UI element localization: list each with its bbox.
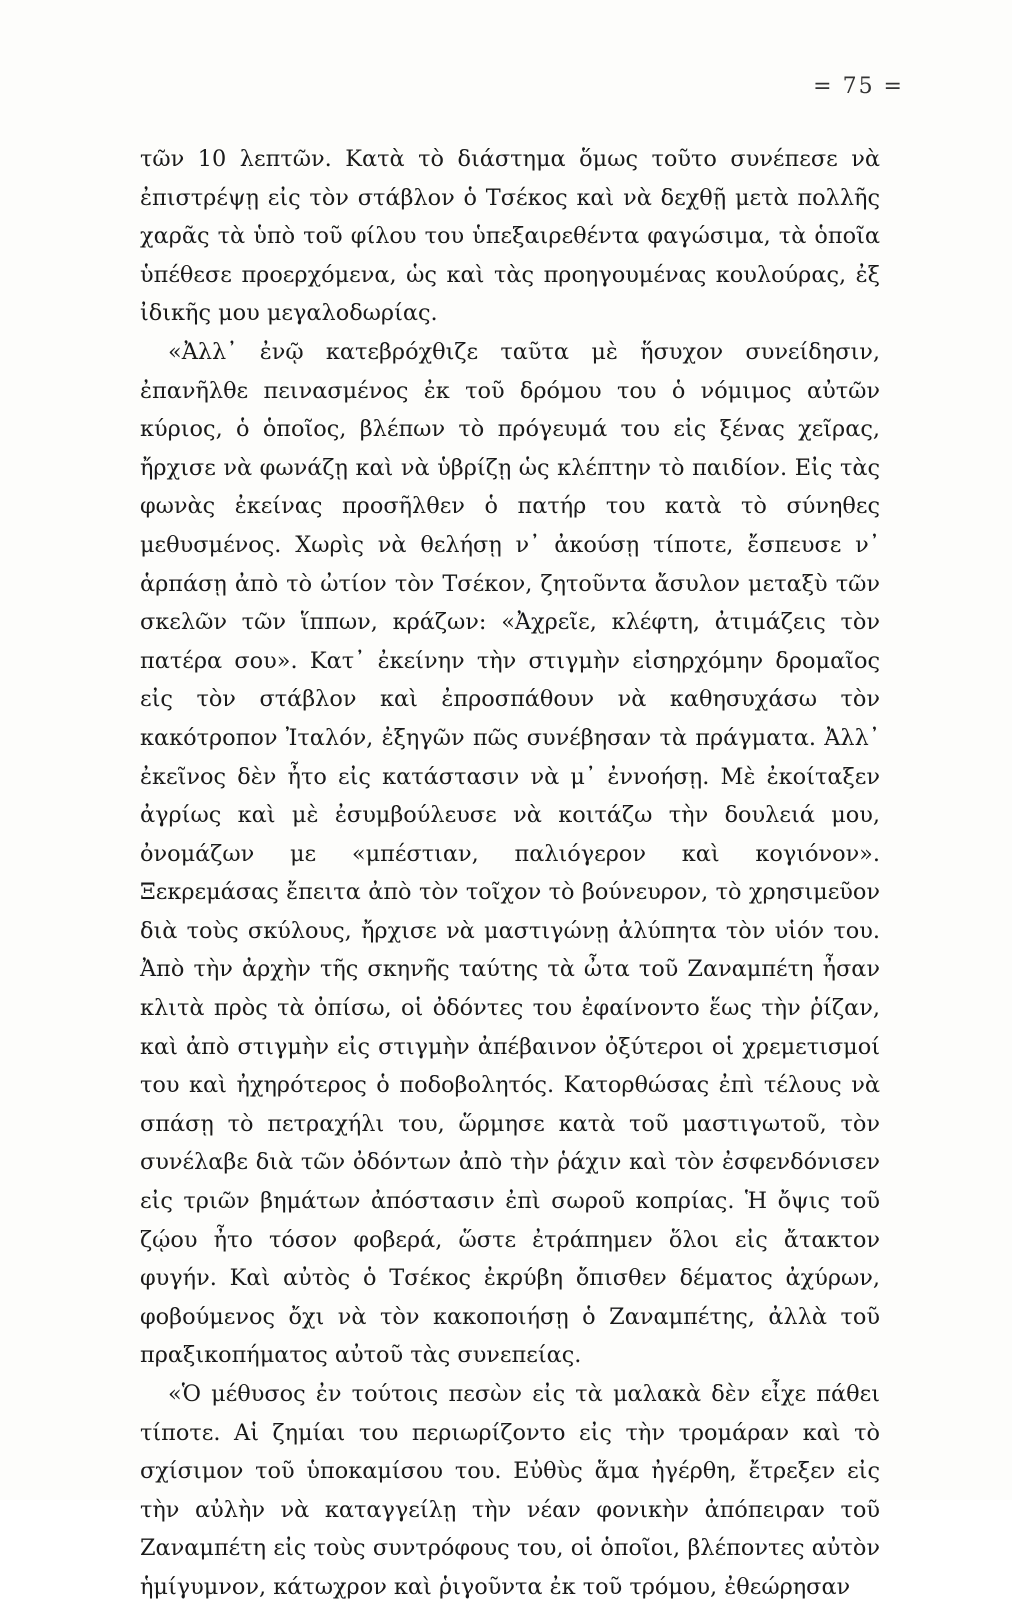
paragraph-3: «Ὁ μέθυσος ἐν τούτοις πεσὼν εἰς τὰ μαλακὰ δὲν εἶχε πάθει τίποτε. Αἱ ζημίαι του περιωρίζοντο εἰς τὴν τρομάραν καὶ τὸ σχίσιμον τοῦ ὑποκαμίσου του. Εὐθὺς ἅμα ἠγέρθη, ἔτρεξεν εἰς τὴν αὐλὴν νὰ καταγγείλῃ τὴν νέαν φονικὴν ἀπόπειραν τοῦ Ζαναμπέτη εἰς τοὺς συντρόφους του, οἱ ὁποῖοι, βλέποντες αὐτὸν ἡμίγυμνον, κάτωχρον καὶ ῥιγοῦντα ἐκ τοῦ τρόμου, ἐθεώρησαν (140, 1381, 880, 1600)
paragraph-2: «Ἀλλ᾽ ἐνῷ κατεβρόχθιζε ταῦτα μὲ ἥσυχον συνείδησιν, ἐπανῆλθε πεινασμένος ἐκ τοῦ δρόμου του ὁ νόμιμος αὐτῶν κύριος, ὁ ὁποῖος, βλέπων τὸ πρόγευμά του εἰς ξένας χεῖρας, ἤρχισε νὰ φωνάζῃ καὶ νὰ ὑβρίζῃ ὡς κλέπτην τὸ παιδίον. Εἰς τὰς φωνὰς ἐκείνας προσῆλθεν ὁ πατήρ του κατὰ τὸ σύνηθες μεθυσμένος. Χωρὶς νὰ θελήσῃ ν᾽ ἀκούσῃ τίποτε, ἔσπευσε ν᾽ ἁρπάσῃ ἀπὸ τὸ ὠτίον τὸν Τσέκον, ζητοῦντα ἄσυλον μεταξὺ τῶν σκελῶν τῶν ἵππων, κράζων: «Ἀχρεῖε, κλέφτη, ἀτιμάζεις τὸν πατέρα σου». Κατ᾽ ἐκείνην τὴν στιγμὴν εἰσηρχόμην δρομαῖος εἰς τὸν στάβλον καὶ ἐπροσπάθουν νὰ καθησυχάσω τὸν κακότροπον Ἰταλόν, ἐξηγῶν πῶς συνέβησαν τὰ πράγματα. Ἀλλ᾽ ἐκεῖνος δὲν ἦτο εἰς κατάστασιν νὰ μ᾽ ἐννοήσῃ. Μὲ ἐκοίταξεν ἀγρίως καὶ μὲ ἐσυμβούλευσε νὰ κοιτάζω τὴν δουλειά μου, ὀνομάζων με «μπέστιαν, παλιόγερον καὶ κογιόνον». Ξεκρεμάσας ἔπειτα ἀπὸ τὸν τοῖχον τὸ βούνευρον, τὸ χρησιμεῦον διὰ τοὺς σκύλους, ἤρχισε νὰ μαστιγώνῃ ἀλύπητα τὸν υἱόν του. Ἀπὸ τὴν ἀρχὴν τῆς σκηνῆς ταύτης τὰ ὦτα τοῦ Ζαναμπέτη ἦσαν κλιτὰ πρὸς τὰ ὀπίσω, οἱ ὀδόντες του ἐφαίνοντο ἕως τὴν ῥίζαν, καὶ ἀπὸ στιγμὴν εἰς στιγμὴν ἀπέβαινον ὀξύτεροι οἱ χρεμετισμοί του καὶ ἠχηρότερος ὁ ποδοβολητός. Κατορθώσας ἐπὶ τέλους νὰ σπάσῃ τὸ πετραχήλι του, ὥρμησε κατὰ τοῦ μαστιγωτοῦ, τὸν συνέλαβε διὰ τῶν ὀδόντων ἀπὸ τὴν ῥάχιν καὶ τὸν ἐσφενδόνισεν εἰς τριῶν βημάτων ἀπόστασιν ἐπὶ σωροῦ κοπρίας. Ἡ ὄψις τοῦ ζῴου ἦτο τόσον φοβερά, ὥστε ἐτράπημεν ὅλοι εἰς ἄτακτον φυγήν. Καὶ αὐτὸς ὁ Τσέκος ἐκρύβη ὄπισθεν δέματος ἀχύρων, φοβούμενος ὄχι νὰ τὸν κακοποιήσῃ ὁ Ζαναμπέτης, ἀλλὰ τοῦ πραξικοπήματος αὐτοῦ τὰς συνεπείας. (140, 338, 880, 1369)
page-number: = 75 = (813, 74, 904, 99)
paragraph-1: τῶν 10 λεπτῶν. Κατὰ τὸ διάστημα ὅμως τοῦτο συνέπεσε νὰ ἐπιστρέψῃ εἰς τὸν στάβλον ὁ Τσέκος καὶ νὰ δεχθῇ μετὰ πολλῆς χαρᾶς τὰ ὑπὸ τοῦ φίλου του ὑπεξαιρεθέντα φαγώσιμα, τὰ ὁποῖα ὑπέθεσε προερχόμενα, ὡς καὶ τὰς προηγουμένας κουλούρας, ἐξ ἰδικῆς μου μεγαλοδωρίας. (140, 146, 880, 327)
body-text (140, 140, 880, 1607)
